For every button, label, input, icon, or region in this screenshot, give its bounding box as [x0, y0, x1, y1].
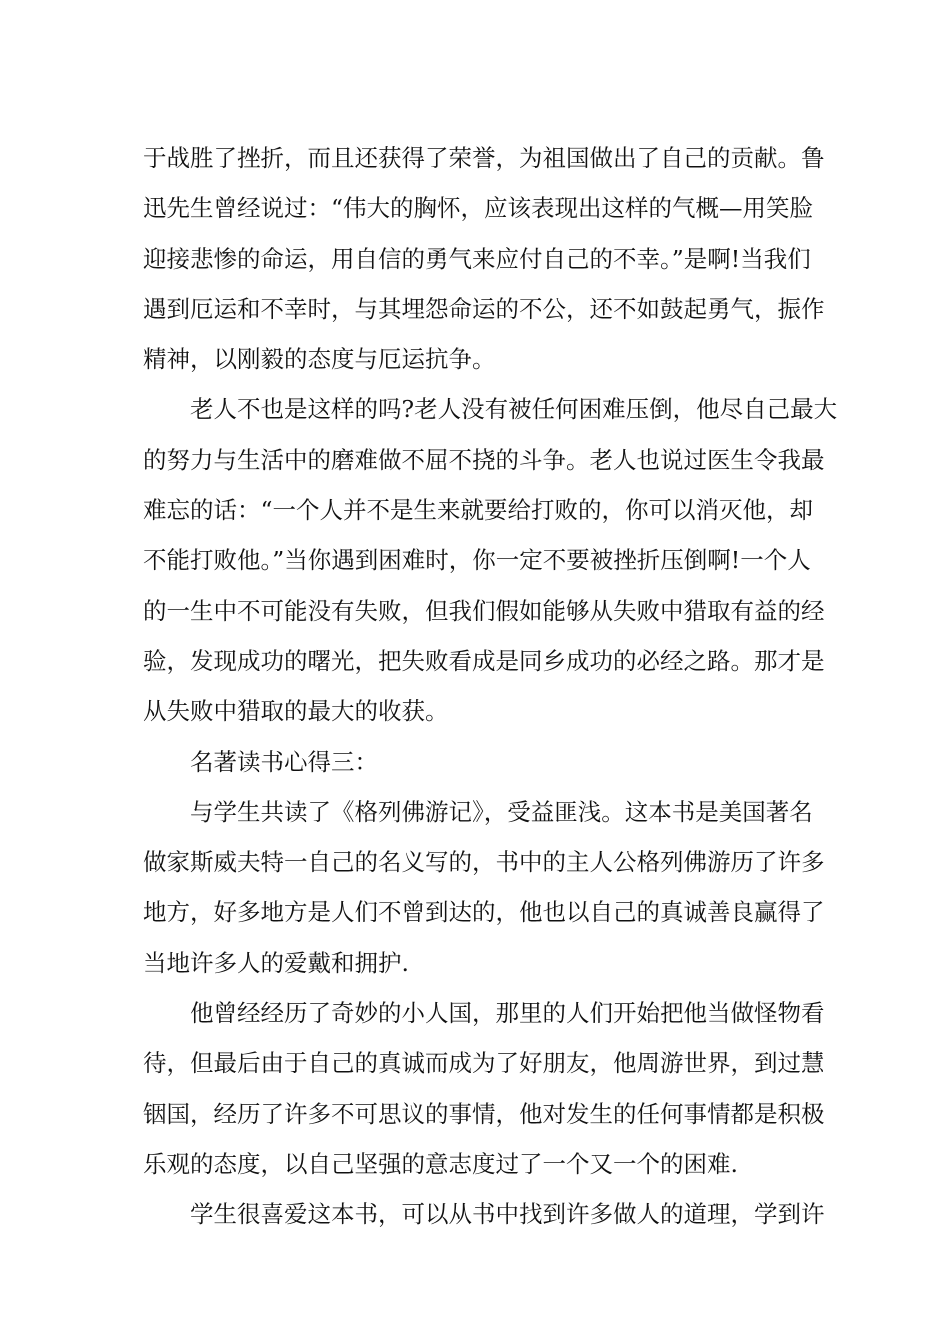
text-line: 精神，以刚毅的态度与厄运抗争。 — [143, 345, 496, 374]
document-body — [143, 133, 838, 1240]
text-line: 不能打败他。”当你遇到困难时，你一定不要被挫折压倒啊!一个人 — [143, 546, 811, 575]
text-line: 乐观的态度，以自己坚强的意志度过了一个又一个的困难. — [143, 1149, 738, 1178]
text-line: 的一生中不可能没有失败，但我们假如能够从失败中猎取有益的经 — [143, 596, 825, 625]
text-line: 迅先生曾经说过：“伟大的胸怀，应该表现出这样的气概—用笑脸 — [143, 194, 814, 223]
text-line: 地方，好多地方是人们不曾到达的，他也以自己的真诚善良赢得了 — [143, 898, 825, 927]
text-line: 铟国，经历了许多不可思议的事情，他对发生的任何事情都是积极 — [143, 1099, 825, 1128]
text-line: 迎接悲惨的命运，用自信的勇气来应付自己的不幸。”是啊!当我们 — [143, 244, 811, 273]
paragraph-start-line: 老人不也是这样的吗?老人没有被任何困难压倒，他尽自己最大 — [190, 395, 838, 424]
paragraph-start-line: 学生很喜爱这本书，可以从书中找到许多做人的道理，学到许 — [190, 1200, 825, 1229]
paragraph-start-line: 他曾经经历了奇妙的小人国，那里的人们开始把他当做怪物看 — [190, 999, 825, 1028]
text-line: 遇到厄运和不幸时，与其埋怨命运的不公，还不如鼓起勇气，振作 — [143, 294, 825, 323]
text-line: 验，发现成功的曙光，把失败看成是同乡成功的必经之路。那才是 — [143, 646, 825, 675]
section-heading: 名著读书心得三： — [190, 747, 378, 776]
text-line: 待，但最后由于自己的真诚而成为了好朋友，他周游世界，到过慧 — [143, 1049, 825, 1078]
text-line: 做家斯威夫特一自己的名义写的，书中的主人公格列佛游历了许多 — [143, 848, 825, 877]
text-line: 当地许多人的爱戴和拥护. — [143, 948, 409, 977]
text-line: 从失败中猎取的最大的收获。 — [143, 697, 449, 726]
paragraph-start-line: 与学生共读了《格列佛游记》，受益匪浅。这本书是美国著名 — [190, 797, 813, 826]
text-line: 的努力与生活中的磨难做不屈不挠的斗争。老人也说过医生令我最 — [143, 445, 825, 474]
text-line: 于战胜了挫折，而且还获得了荣誉，为祖国做出了自己的贡献。鲁 — [143, 144, 825, 172]
text-line: 难忘的话：“一个人并不是生来就要给打败的，你可以消灭他，却 — [143, 496, 814, 525]
